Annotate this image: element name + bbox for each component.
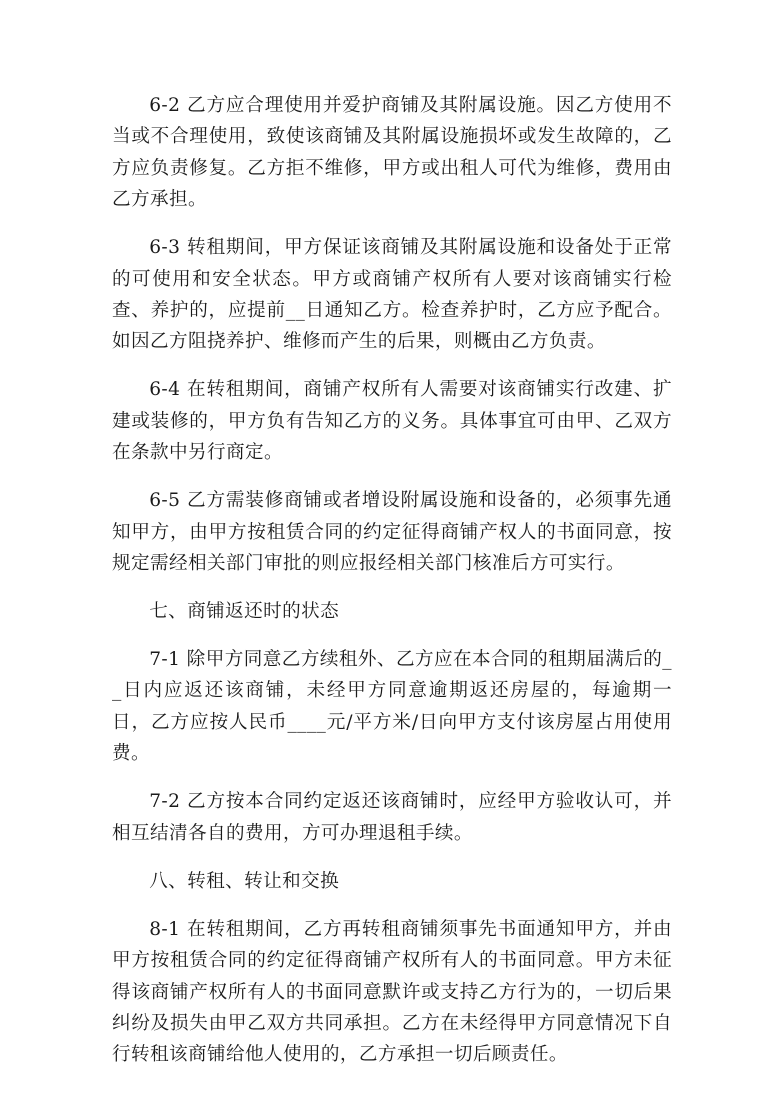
clause-7-2: 7-2 乙方按本合同约定返还该商铺时，应经甲方验收认可，并相互结清各自的费用，方可办理退租手续。 [112, 791, 672, 844]
section-heading-7: 七、商铺返还时的状态 [149, 601, 340, 623]
clause-6-3: 6-3 转租期间，甲方保证该商铺及其附属设施和设备处于正常的可使用和安全状态。甲方或商铺产权所有人要对该商铺实行检查、养护的，应提前__日通知乙方。检查养护时，乙方应予配合。如因乙方阻挠养护、维修而产生的后果，则概由乙方负责。 [112, 237, 672, 353]
clause-6-2: 6-2 乙方应合理使用并爱护商铺及其附属设施。因乙方使用不当或不合理使用，致使该商铺及其附属设施损坏或发生故障的，乙方应负责修复。乙方拒不维修，甲方或出租人可代为维修，费用由乙方承担。 [112, 95, 672, 211]
clause-6-5: 6-5 乙方需装修商铺或者增设附属设施和设备的，必须事先通知甲方，由甲方按租赁合同的约定征得商铺产权人的书面同意，按规定需经相关部门审批的则应报经相关部门核准后方可实行。 [112, 490, 672, 575]
clause-7-1: 7-1 除甲方同意乙方续租外、乙方应在本合同的租期届满后的__日内应返还该商铺，未经甲方同意逾期返还房屋的，每逾期一日，乙方应按人民币____元/平方米/日向甲方支付该房屋占用使用费。 [112, 649, 672, 765]
clause-8-1: 8-1 在转租期间，乙方再转租商铺须事先书面通知甲方，并由甲方按租赁合同的约定征得商铺产权所有人的书面同意。甲方未征得该商铺产权所有人的书面同意默许或支持乙方行为的，一切后果纠纷及损失由甲乙双方共同承担。乙方在未经得甲方同意情况下自行转租该商铺给他人使用的，乙方承担一切后顾责任。 [112, 918, 672, 1066]
section-heading-8: 八、转租、转让和交换 [149, 870, 340, 892]
document-body [112, 90, 672, 1087]
clause-6-4: 6-4 在转租期间，商铺产权所有人需要对该商铺实行改建、扩建或装修的，甲方负有告知乙方的义务。具体事宜可由甲、乙双方在条款中另行商定。 [112, 379, 672, 464]
